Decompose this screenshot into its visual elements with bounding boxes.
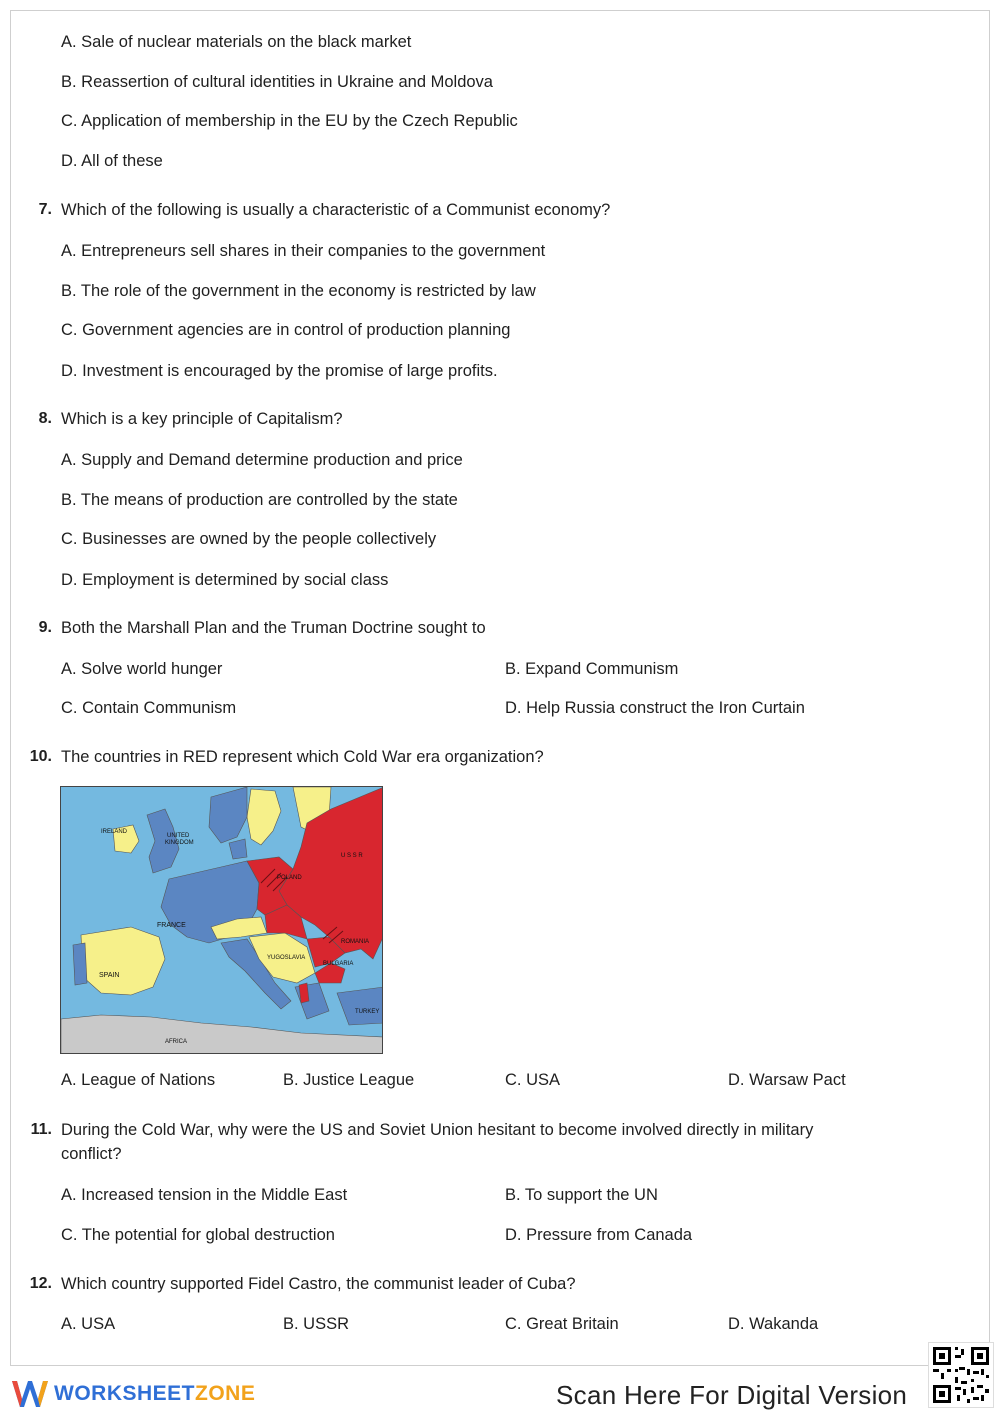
q11-option-d: D. Pressure from Canada [505, 1226, 693, 1244]
q11-option-b: B. To support the UN [505, 1186, 658, 1204]
q7-option-d: D. Investment is encouraged by the promise of large profits. [61, 362, 498, 380]
q9-option-a: A. Solve world hunger [61, 660, 223, 678]
scan-instruction: Scan Here For Digital Version [556, 1380, 908, 1410]
q12-option-c: C. Great Britain [505, 1315, 619, 1333]
q10-text: The countries in RED represent which Cold War era organization? [61, 748, 544, 766]
q12-number: 12. [29, 1275, 52, 1292]
q7-option-c: C. Government agencies are in control of production planning [61, 321, 511, 339]
brand-name-part1: WORKSHEET [54, 1382, 195, 1405]
worksheet-zone-logo[interactable] [10, 1376, 255, 1412]
cold-war-europe-map [60, 786, 383, 1054]
q9-option-b: B. Expand Communism [505, 660, 679, 678]
q9-option-c: C. Contain Communism [61, 699, 237, 717]
map-label-bulgaria: BULGARIA [323, 961, 354, 967]
q11-option-a: A. Increased tension in the Middle East [61, 1186, 348, 1204]
map-label-spain: SPAIN [99, 972, 120, 979]
q8-text: Which is a key principle of Capitalism? [61, 410, 343, 428]
map-label-ussr: U S S R [341, 853, 363, 859]
q10-option-c: C. USA [505, 1071, 561, 1089]
map-label-yugoslavia: YUGOSLAVIA [267, 955, 306, 961]
q12-option-d: D. Wakanda [728, 1315, 819, 1333]
qr-code-icon[interactable] [928, 1342, 994, 1408]
map-label-romania: ROMANIA [341, 939, 370, 945]
q9-option-d: D. Help Russia construct the Iron Curtain [505, 699, 805, 717]
q8-option-c: C. Businesses are owned by the people collectively [61, 530, 437, 548]
q11-number: 11. [30, 1121, 52, 1138]
map-label-turkey: TURKEY [355, 1009, 380, 1015]
worksheet-zone-w-icon [10, 1377, 50, 1411]
q7-option-b: B. The role of the government in the economy is restricted by law [61, 282, 536, 300]
q11-text-line2: conflict? [61, 1145, 122, 1163]
q8-option-a: A. Supply and Demand determine production and price [61, 451, 463, 469]
q9-number: 9. [38, 619, 52, 636]
brand-name [54, 1382, 255, 1406]
q8-option-d: D. Employment is determined by social class [61, 571, 389, 589]
q10-option-a: A. League of Nations [61, 1071, 216, 1089]
map-label-uk-2: KINGDOM [165, 840, 194, 846]
map-label-africa: AFRICA [165, 1039, 188, 1045]
map-label-ireland: IRELAND [101, 829, 128, 835]
q6-option-c: C. Application of membership in the EU by the Czech Republic [61, 112, 518, 130]
brand-name-part2: ZONE [195, 1382, 256, 1405]
q6-option-b: B. Reassertion of cultural identities in Ukraine and Moldova [61, 73, 493, 91]
q10-number: 10. [29, 748, 52, 765]
q6-option-d: D. All of these [61, 152, 163, 170]
q8-option-b: B. The means of production are controlled by the state [61, 491, 458, 509]
q6-option-a: A. Sale of nuclear materials on the black market [61, 33, 412, 51]
q7-option-a: A. Entrepreneurs sell shares in their companies to the government [61, 242, 546, 260]
q10-option-b: B. Justice League [283, 1071, 415, 1089]
q12-text: Which country supported Fidel Castro, the communist leader of Cuba? [61, 1275, 576, 1293]
q7-number: 7. [38, 201, 52, 218]
map-label-france: FRANCE [157, 922, 186, 929]
q11-option-c: C. The potential for global destruction [61, 1226, 335, 1244]
q7-text: Which of the following is usually a characteristic of a Communist economy? [61, 201, 611, 219]
q9-text: Both the Marshall Plan and the Truman Doctrine sought to [61, 619, 486, 637]
map-label-uk: UNITED [167, 833, 190, 839]
q11-text-line1: During the Cold War, why were the US and Soviet Union hesitant to become involved directly in military [61, 1121, 814, 1139]
q10-option-d: D. Warsaw Pact [728, 1071, 846, 1089]
map-label-poland: POLAND [277, 875, 302, 881]
q12-option-a: A. USA [61, 1315, 116, 1333]
q12-option-b: B. USSR [283, 1315, 350, 1333]
q8-number: 8. [38, 410, 52, 427]
